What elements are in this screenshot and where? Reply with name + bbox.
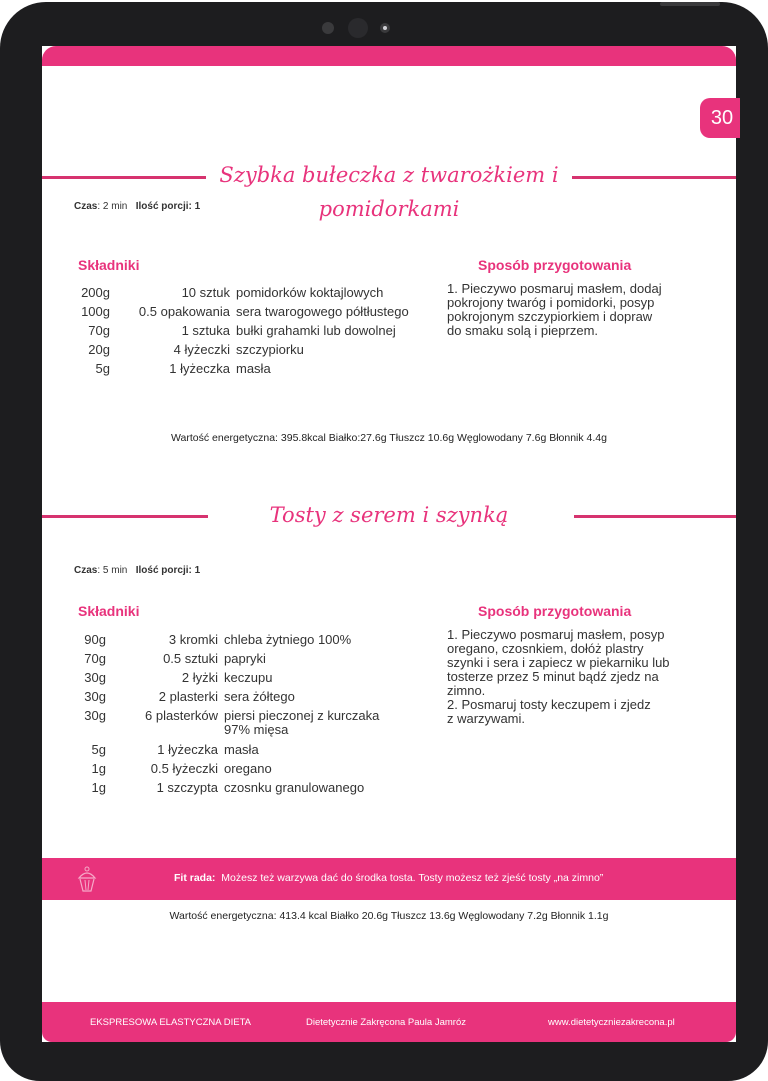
portions-label: Ilość porcji: 1 <box>135 201 201 212</box>
time-label: Czas <box>74 201 98 212</box>
ingredient-name-text: keczupu <box>224 670 273 685</box>
portions-label: Ilość porcji: 1 <box>135 565 201 576</box>
ingredient-row <box>76 285 436 304</box>
ingredient-grams: 30g <box>84 689 106 704</box>
ingredient-grams: 30g <box>84 708 106 723</box>
ingredient-row <box>76 632 436 651</box>
footer-website[interactable]: www.dietetyczniezakrecona.pl <box>548 1017 675 1028</box>
ingredient-name-text: sera żółtego <box>224 689 295 704</box>
ingredient-name-cont: 97% mięsa <box>224 722 289 737</box>
ingredient-quantity: 2 łyżki <box>181 670 218 685</box>
recipe-title-line: pomidorkami <box>318 197 460 221</box>
ingredient-name-text: masła <box>224 742 259 757</box>
ingredient-grams: 90g <box>84 632 106 647</box>
ingredient-name <box>224 742 259 757</box>
ingredient-name-text: oregano <box>224 761 272 776</box>
recipe-meta <box>74 201 200 212</box>
ingredient-name <box>224 651 266 666</box>
ingredients-list <box>76 632 436 799</box>
recipe-meta <box>74 565 200 576</box>
ingredient-quantity: 1 łyżeczka <box>169 361 230 376</box>
prep-heading: Sposób przygotowania <box>478 603 632 619</box>
ingredient-grams: 5g <box>95 361 110 376</box>
ingredient-grams: 1g <box>91 761 106 776</box>
title-rule-right <box>574 515 736 518</box>
ingredient-quantity: 0.5 sztuki <box>163 651 218 666</box>
ingredient-name <box>236 361 271 376</box>
ingredient-name-text: sera twarogowego półtłustego <box>236 304 409 319</box>
ingredient-quantity: 0.5 łyżeczki <box>150 761 218 776</box>
light-sensor <box>380 23 390 33</box>
ingredient-name <box>236 342 304 357</box>
ingredient-name-text: szczypiorku <box>236 342 304 357</box>
nutrition-line: Wartość energetyczna: 395.8kcal Białko:27.6g Tłuszcz 10.6g Węglowodany 7.6g Błonnik 4.4g <box>170 432 607 444</box>
recipe-title <box>212 158 566 226</box>
recipe-title-line: Tosty z serem i szynką <box>269 503 509 527</box>
ingredient-row <box>76 361 436 380</box>
ingredient-quantity: 1 szczypta <box>156 780 218 795</box>
camera-bar <box>318 16 398 40</box>
ingredient-name-text: czosnku granulowanego <box>224 780 365 795</box>
footer-book-title: EKSPRESOWA ELASTYCZNA DIETA <box>90 1017 252 1028</box>
ingredient-name-text: pomidorków koktajlowych <box>236 285 384 300</box>
ingredient-grams: 1g <box>91 780 106 795</box>
ingredient-name <box>224 708 379 737</box>
nutrition-line: Wartość energetyczna: 413.4 kcal Białko 20.6g Tłuszcz 13.6g Węglowodany 7.2g Błonnik 1.1g <box>169 910 609 922</box>
top-band <box>42 46 736 66</box>
cupcake-icon <box>74 864 100 894</box>
page-number: 30 <box>700 98 740 138</box>
ingredient-name-text: papryki <box>224 651 266 666</box>
prep-text <box>447 282 717 338</box>
ingredient-grams: 100g <box>81 304 110 319</box>
ingredient-name <box>236 304 409 319</box>
prep-heading: Sposób przygotowania <box>478 257 632 273</box>
ingredient-name <box>236 285 383 300</box>
ingredient-quantity: 0.5 opakowania <box>138 304 230 319</box>
recipe-title <box>212 498 566 532</box>
title-rule-left <box>42 515 208 518</box>
fit-tip-band <box>42 858 736 900</box>
title-rule-right <box>572 176 736 179</box>
tablet-button <box>660 2 720 6</box>
ingredients-heading: Składniki <box>78 257 140 273</box>
ingredient-quantity: 3 kromki <box>168 632 218 647</box>
fit-tip <box>174 872 603 884</box>
prep-paragraph: 1. Pieczywo posmaruj masłem, posyp oregano, czosnkiem, dołóż plastry szynki i sera i zapiecz w piekarniku lub tosterze przez 5 minut bądź zjedz na zimno. 2. Posmaruj tosty keczupem i zjedz z warzywami. <box>447 627 670 726</box>
prep-text <box>447 628 717 726</box>
ingredient-row <box>76 651 436 670</box>
time-value: : 2 min <box>97 201 128 212</box>
ingredient-row <box>76 780 436 799</box>
sensor-dot <box>322 22 334 34</box>
tablet-frame <box>0 2 768 1081</box>
ingredient-grams: 200g <box>81 285 110 300</box>
ingredient-row <box>76 670 436 689</box>
ingredient-quantity: 1 sztuka <box>181 323 230 338</box>
ingredient-name <box>224 780 364 795</box>
ingredient-name <box>224 670 272 685</box>
ingredients-heading: Składniki <box>78 603 140 619</box>
ingredient-quantity: 10 sztuk <box>181 285 230 300</box>
ingredient-quantity: 2 plasterki <box>158 689 218 704</box>
ingredient-quantity: 4 łyżeczki <box>173 342 230 357</box>
ingredient-row <box>76 761 436 780</box>
ingredient-grams: 30g <box>84 670 106 685</box>
ingredient-name-text: chleba żytniego 100% <box>224 632 352 647</box>
ingredient-grams: 70g <box>84 651 106 666</box>
ingredient-row <box>76 708 436 742</box>
ingredient-row <box>76 689 436 708</box>
ingredient-row <box>76 304 436 323</box>
ingredient-name-text: piersi pieczonej z kurczaka <box>224 708 380 723</box>
ingredients-list <box>76 285 436 380</box>
prep-paragraph: 1. Pieczywo posmaruj masłem, dodaj pokrojony twaróg i pomidorki, posyp pokrojonym szczypiorkiem i dopraw do smaku solą i pieprzem. <box>447 281 662 338</box>
ingredient-name <box>224 689 295 704</box>
ingredient-name <box>224 632 351 647</box>
ingredient-name <box>224 761 272 776</box>
fit-tip-label: Fit rada: <box>174 872 216 884</box>
ingredient-name <box>236 323 396 338</box>
time-value: : 5 min <box>97 565 128 576</box>
title-rule-left <box>42 176 206 179</box>
ingredient-quantity: 1 łyżeczka <box>157 742 218 757</box>
camera-lens <box>348 18 368 38</box>
ingredient-row <box>76 323 436 342</box>
ingredient-quantity: 6 plasterków <box>145 708 218 723</box>
recipe-title-line: Szybka bułeczka z twarożkiem i <box>219 163 559 187</box>
ingredient-grams: 20g <box>88 342 110 357</box>
fit-tip-text: Możesz też warzywa dać do środka tosta. Tosty możesz też zjeść tosty „na zimno” <box>221 872 604 884</box>
footer-author: Dietetycznie Zakręcona Paula Jamróz <box>306 1017 466 1028</box>
ingredient-row <box>76 342 436 361</box>
ingredient-row <box>76 742 436 761</box>
ingredient-grams: 70g <box>88 323 110 338</box>
ingredient-grams: 5g <box>91 742 106 757</box>
page <box>42 46 736 1042</box>
footer <box>42 1002 736 1042</box>
time-label: Czas <box>74 565 98 576</box>
ingredient-name-text: masła <box>236 361 271 376</box>
ingredient-name-text: bułki grahamki lub dowolnej <box>236 323 396 338</box>
